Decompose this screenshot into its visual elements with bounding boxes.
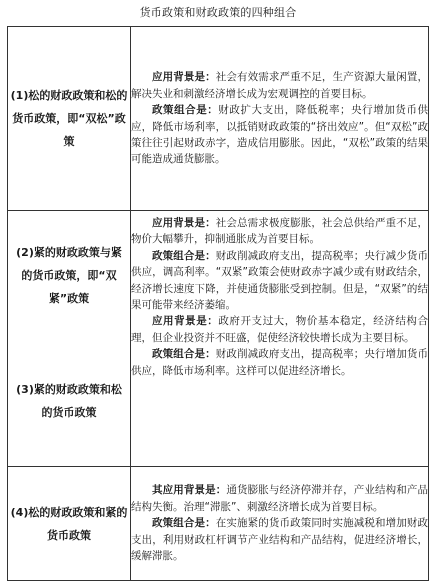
background-paragraph bbox=[131, 482, 428, 515]
keyword: 政策组合是： bbox=[152, 517, 216, 530]
paragraph-text: 社会有效需求严重不足，生产资源大量闲置，解决失业和刺激经济增长成为宏观调控的首要目标。 bbox=[131, 71, 429, 100]
keyword: 政策组合是： bbox=[152, 104, 219, 117]
table-row bbox=[8, 467, 429, 581]
policy-combination-table bbox=[7, 26, 429, 581]
policy-label: (1)松的财政政策和松的货币政策，即“双松”政策 bbox=[8, 27, 131, 211]
paragraph-text: 社会总需求极度膨胀，社会总供给严重不足，物价大幅攀升，抑制通胀成为首要目标。 bbox=[131, 217, 429, 246]
document-title: 货币政策和财政政策的四种组合 bbox=[139, 6, 297, 19]
policy-label: (2)紧的财政政策与紧的货币政策，即“双紧”政策 bbox=[16, 245, 122, 305]
keyword: 应用背景是： bbox=[152, 315, 219, 328]
policy-label: (3)紧的财政政策和松的货币政策 bbox=[16, 382, 122, 419]
policy-description bbox=[131, 211, 429, 467]
combination-paragraph bbox=[131, 102, 428, 168]
keyword: 政策组合是： bbox=[152, 348, 216, 361]
paragraph-text: 财政削减政府支出，提高税率；央行减少货币供应，调高利率。“双紧”政策会使财政赤字减少或有财政结余，经济增长速度下降，并使通货膨胀受到控制。但是，“双紧”的结果可能带来经济萎缩。 bbox=[131, 249, 429, 312]
background-paragraph bbox=[131, 313, 428, 346]
keyword: 政策组合是： bbox=[152, 249, 216, 262]
background-paragraph bbox=[131, 215, 428, 248]
paragraph-text: 通货膨胀与经济停滞并存，产业结构和产品结构失衡。治理“滞胀”、刺激经济增长成为首要目标。 bbox=[131, 484, 429, 513]
policy-label: (4)松的财政政策和紧的货币政策 bbox=[8, 467, 131, 581]
label-stack bbox=[8, 211, 130, 462]
combination-paragraph bbox=[131, 346, 428, 379]
paragraph-text: 政府开支过大，物价基本稳定，经济结构合理，但企业投资并不旺盛，促使经济较快增长成为主要目标。 bbox=[131, 315, 428, 344]
policy-description bbox=[131, 27, 429, 211]
combination-paragraph bbox=[131, 515, 428, 564]
keyword: 应用背景是： bbox=[152, 71, 216, 84]
keyword: 应用背景是： bbox=[152, 217, 216, 229]
paragraph-text: 在实施紧的货币政策同时实施减税和增加财政支出，利用财政杠杆调节产业结构和产品结构，促进经济增长，缓解滞胀。 bbox=[131, 517, 429, 563]
paragraph-text: 财政削减政府支出，提高税率；央行增加货币供应，降低市场利率。这样可以促进经济增长。 bbox=[131, 348, 429, 377]
keyword: 其应用背景是： bbox=[152, 484, 227, 497]
table-row bbox=[8, 27, 429, 211]
table-row bbox=[8, 211, 429, 467]
background-paragraph bbox=[131, 69, 428, 102]
policy-label-column bbox=[8, 211, 131, 467]
policy-description bbox=[131, 467, 429, 581]
combination-paragraph bbox=[131, 248, 428, 314]
paragraph-text: 财政扩大支出，降低税率；央行增加货币供应，降低市场利率，以抵销财政政策的“挤出效应”。但“双松”政策往往引起财政赤字，造成信用膨胀。因此，“双松”政策的结果可能造成通货膨胀。 bbox=[131, 104, 428, 166]
